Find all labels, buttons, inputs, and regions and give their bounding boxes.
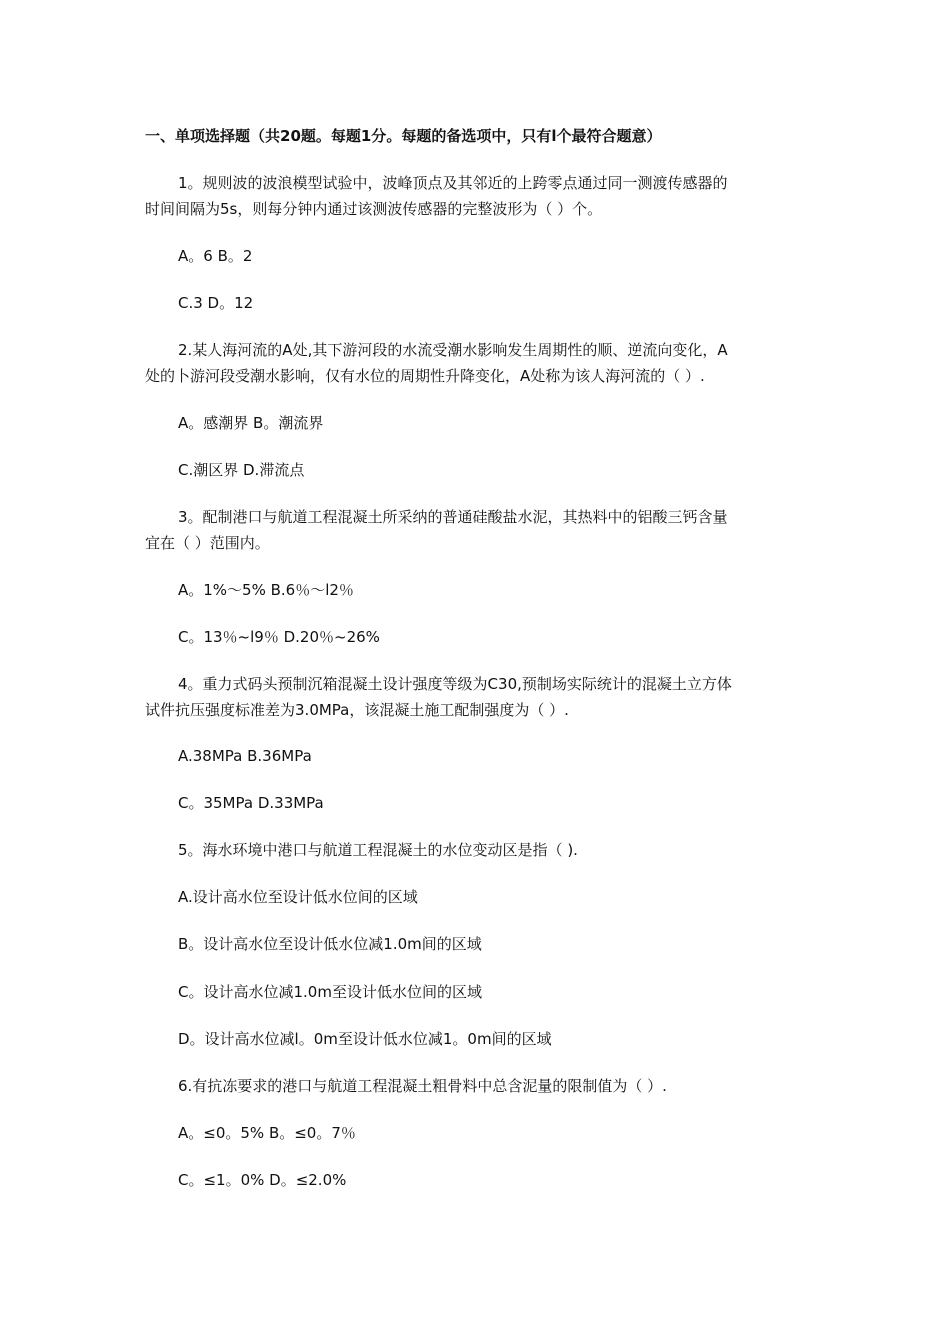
question-4-stem-line-1: 4。重力式码头预制沉箱混凝土设计强度等级为C30,预制场实际统计的混凝土立方体 — [178, 675, 732, 693]
question-1-option-cd: C.3 D。12 — [178, 294, 254, 312]
question-3-option-cd: C。13％~l9％ D.20％~26% — [178, 628, 380, 646]
question-4-stem-line-2: 试件抗压强度标准差为3.0MPa，该混凝土施工配制强度为（ ）. — [145, 701, 569, 719]
question-2-option-ab: A。感潮界 B。潮流界 — [178, 414, 324, 432]
question-5-stem-line-1: 5。海水环境中港口与航道工程混凝土的水位变动区是指（ ). — [178, 841, 578, 859]
question-4-option-ab: A.38MPa B.36MPa — [178, 747, 312, 765]
question-5-option-b: B。设计高水位至设计低水位减1.0m间的区域 — [178, 935, 482, 953]
question-2-option-cd: C.潮区界 D.滞流点 — [178, 461, 305, 479]
question-1-option-ab: A。6 B。2 — [178, 247, 253, 265]
question-5-option-a: A.设计高水位至设计低水位间的区域 — [178, 888, 418, 906]
question-1-stem-line-1: 1。规则波的波浪模型试验中，波峰顶点及其邻近的上跨零点通过同一测渡传感器的 — [178, 174, 728, 192]
question-2-stem-line-2: 处的卜游河段受潮水影响，仅有水位的周期性升降变化，A处称为该人海河流的（ ）. — [145, 367, 705, 385]
question-5-option-c: C。设计高水位减1.0m至设计低水位间的区域 — [178, 983, 482, 1001]
question-4-option-cd: C。35MPa D.33MPa — [178, 794, 324, 812]
question-3-option-ab: A。1%～5% B.6％～l2％ — [178, 581, 354, 599]
question-2-stem-line-1: 2.某人海河流的A处,其下游河段的水流受潮水影响发生周期性的顺、逆流向变化，A — [178, 341, 728, 359]
question-6-option-cd: C。≤1。0% D。≤2.0% — [178, 1171, 347, 1189]
question-3-stem-line-1: 3。配制港口与航道工程混凝土所采纳的普通硅酸盐水泥，其热料中的铝酸三钙含量 — [178, 508, 728, 526]
question-6-stem-line-1: 6.有抗冻要求的港口与航道工程混凝土粗骨料中总含泥量的限制值为（ ）. — [178, 1077, 667, 1095]
question-1-stem-line-2: 时间间隔为5s，则每分钟内通过该测波传感器的完整波形为（ ）个。 — [145, 200, 603, 218]
question-6-option-ab: A。≤0。5% B。≤0。7％ — [178, 1124, 356, 1142]
section-heading: 一、单项选择题（共20题。每题1分。每题的备选项中，只有l个最符合题意） — [145, 127, 662, 145]
question-5-option-d: D。设计高水位减l。0m至设计低水位减1。0m间的区域 — [178, 1030, 552, 1048]
question-3-stem-line-2: 宜在（ ）范围内。 — [145, 534, 270, 552]
